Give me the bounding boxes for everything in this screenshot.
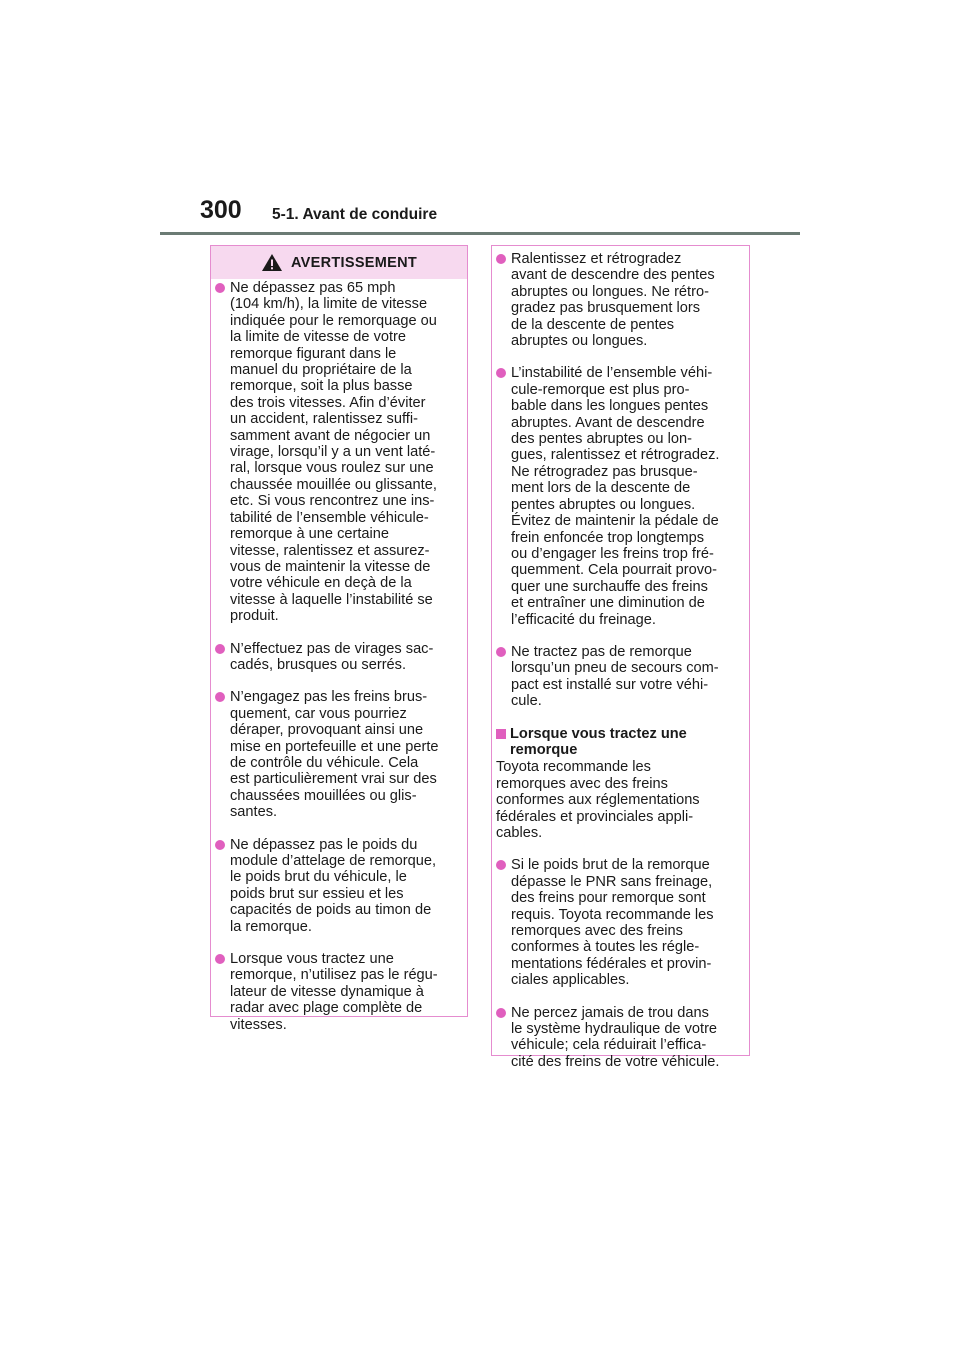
bullet-icon (215, 840, 225, 850)
bullet-icon (215, 644, 225, 654)
list-item-text: N’engagez pas les freins brus- quement, car vous pourriez déraper, provoquant ainsi une mise en portefeuille et une perte de contrôle du véhicule. Cela est particulièrement vrai sur des chaussées mouillées ou glis- santes. (230, 689, 439, 821)
warning-header (211, 246, 467, 279)
list-item (215, 951, 459, 1033)
body-paragraph: Toyota recommande les remorques avec des freins conformes aux réglementations fédérales et provinciales appli- cables. (496, 759, 700, 841)
warning-title: AVERTISSEMENT (290, 254, 418, 271)
page-number: 300 (200, 196, 242, 224)
bullet-icon (496, 368, 506, 378)
list-item-text: Si le poids brut de la remorque dépasse le PNR sans freinage, des freins pour remorque sont requis. Toyota recommande les remorques avec des freins conformes à toutes les régle- mentations fédérales et provin- ciales applicables. (511, 857, 714, 989)
list-item-text: Ne dépassez pas 65 mph (104 km/h), la limite de vitesse indiquée pour le remorquage ou la limite de vitesse de votre remorque figurant dans le manuel du propriétaire de la remorque, soit la plus basse des trois vitesses. Afin d’éviter un accident, ralentissez suffi- samment avant de négocier un virage, lorsqu’il y a un vent laté- ral, lorsque vous roulez sur une chaussée mouillée ou glissante, etc. Si vous rencontrez une ins- tabilité de l’ensemble véhicule- remorque à une certaine vitesse, ralentissez et assurez- vous de maintenir la vitesse de votre véhicule en deçà de la vitesse à laquelle l’instabilité se produit. (230, 280, 437, 625)
list-item (496, 365, 741, 628)
section-title: 5-1. Avant de conduire (272, 206, 438, 223)
list-item-text: Lorsque vous tractez une remorque, n’utilisez pas le régu- lateur de vitesse dynamique à radar avec plage complète de vitesses. (230, 951, 438, 1033)
list-item (215, 280, 459, 625)
header-divider (160, 232, 800, 235)
list-item (215, 689, 459, 820)
bullet-icon (496, 860, 506, 870)
list-item (215, 837, 459, 935)
bullet-icon (215, 954, 225, 964)
left-column (211, 280, 467, 1049)
list-item-text: Ne dépassez pas le poids du module d’attelage de remorque, le poids brut du véhicule, le poids brut sur essieu et les capacités de poids au timon de la remorque. (230, 836, 437, 935)
bullet-icon (496, 647, 506, 657)
list-item-text: L’instabilité de l’ensemble véhi- cule-remorque est plus pro- bable dans les longues pentes abruptes. Avant de descendre des pentes abruptes ou lon- gues, ralentissez et rétrogradez. Ne rétrogradez pas brusque- ment lors de la descente de pentes abruptes ou longues. Évitez de maintenir la pédale de frein enfoncée trop longtemps ou d’engager les freins trop fré- quemment. Cela pourrait provo- quer une surchauffe des freins et entraîner une diminution de l’efficacité du freinage. (511, 365, 720, 628)
list-item (496, 1005, 741, 1071)
square-bullet-icon (496, 729, 506, 739)
right-column (492, 251, 749, 1086)
list-item (215, 641, 459, 674)
warning-triangle-icon (261, 253, 283, 272)
list-item (496, 857, 741, 988)
list-item-text: N’effectuez pas de virages sac- cadés, brusques ou serrés. (230, 640, 434, 673)
bullet-icon (215, 692, 225, 702)
list-item (496, 644, 741, 710)
list-item (496, 251, 741, 349)
list-item-text: Ralentissez et rétrogradez avant de descendre des pentes abruptes ou longues. Ne rétro- gradez pas brusquement lors de la descente de pentes abruptes ou longues. (511, 251, 715, 350)
bullet-icon (496, 1008, 506, 1018)
bullet-icon (496, 254, 506, 264)
list-item-text: Ne tractez pas de remorque lorsqu’un pneu de secours com- pact est installé sur votre véhi- cule. (511, 643, 719, 710)
bullet-icon (215, 283, 225, 293)
subsection-heading-text: Lorsque vous tractez une remorque (510, 725, 687, 758)
list-item-text: Ne percez jamais de trou dans le système hydraulique de votre véhicule; cela réduirait l’effica- cité des freins de votre véhicule. (511, 1004, 720, 1070)
subsection-heading (496, 726, 741, 759)
